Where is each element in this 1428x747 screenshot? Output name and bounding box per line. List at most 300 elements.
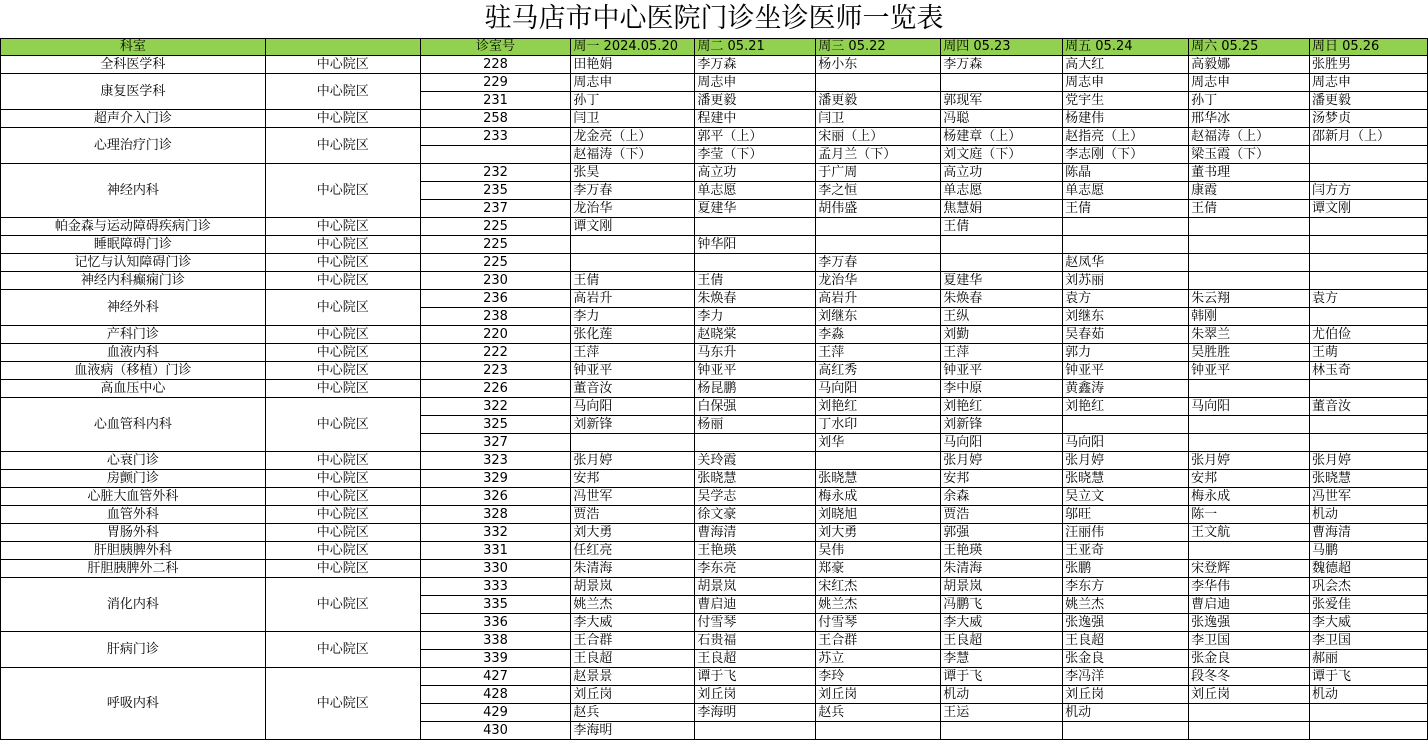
doctor-cell: 胡景岚 — [941, 578, 1063, 596]
doctor-cell: 任红亮 — [571, 542, 695, 560]
doctor-cell: 钟亚平 — [941, 362, 1063, 380]
doctor-cell: 付雪琴 — [816, 614, 941, 632]
doctor-cell: 李华伟 — [1189, 578, 1310, 596]
doctor-cell: 吴学志 — [695, 488, 816, 506]
doctor-cell: 冯聪 — [941, 110, 1063, 128]
doctor-cell: 冯世军 — [1309, 488, 1427, 506]
doctor-cell: 党宇生 — [1063, 92, 1189, 110]
doctor-cell: 李万森 — [941, 56, 1063, 74]
doctor-cell — [571, 236, 695, 254]
campus-cell: 中心院区 — [265, 668, 420, 740]
doctor-cell: 焦慧娟 — [941, 200, 1063, 218]
doctor-cell: 张逸强 — [1063, 614, 1189, 632]
doctor-cell: 刘勤 — [941, 326, 1063, 344]
doctor-cell — [816, 236, 941, 254]
campus-cell: 中心院区 — [265, 578, 420, 632]
doctor-cell: 钟亚平 — [571, 362, 695, 380]
doctor-cell: 魏德超 — [1309, 560, 1427, 578]
doctor-cell: 马向阳 — [1063, 434, 1189, 452]
department-cell: 产科门诊 — [1, 326, 266, 344]
room-number-cell: 335 — [420, 596, 571, 614]
campus-cell: 中心院区 — [265, 398, 420, 452]
table-row — [1, 290, 1428, 308]
table-row — [1, 128, 1428, 146]
doctor-cell: 王合群 — [571, 632, 695, 650]
header-day: 周一 2024.05.20 — [571, 39, 695, 56]
doctor-cell: 张金良 — [1189, 650, 1310, 668]
room-number-cell: 228 — [420, 56, 571, 74]
header-dept: 科室 — [1, 39, 266, 56]
campus-cell: 中心院区 — [265, 74, 420, 110]
doctor-cell: 赵兵 — [816, 704, 941, 722]
doctor-cell: 李力 — [571, 308, 695, 326]
room-number-cell: 327 — [420, 434, 571, 452]
room-number-cell: 333 — [420, 578, 571, 596]
room-number-cell: 223 — [420, 362, 571, 380]
doctor-cell: 于广周 — [816, 164, 941, 182]
department-cell: 全科医学科 — [1, 56, 266, 74]
campus-cell: 中心院区 — [265, 524, 420, 542]
doctor-cell: 李万森 — [695, 56, 816, 74]
doctor-cell — [1309, 416, 1427, 434]
doctor-cell: 袁方 — [1063, 290, 1189, 308]
doctor-cell: 马向阳 — [571, 398, 695, 416]
doctor-cell: 高岩升 — [571, 290, 695, 308]
doctor-cell: 机动 — [941, 686, 1063, 704]
doctor-cell: 杨建伟 — [1063, 110, 1189, 128]
doctor-cell — [1063, 218, 1189, 236]
doctor-cell — [1189, 254, 1310, 272]
room-number-cell: 329 — [420, 470, 571, 488]
doctor-cell: 刘艳红 — [941, 398, 1063, 416]
table-row — [1, 74, 1428, 92]
table-row — [1, 524, 1428, 542]
room-number-cell: 220 — [420, 326, 571, 344]
doctor-cell: 朱焕春 — [695, 290, 816, 308]
doctor-cell: 王纵 — [941, 308, 1063, 326]
doctor-cell: 张晓慧 — [816, 470, 941, 488]
doctor-cell: 刘文庭（下） — [941, 146, 1063, 164]
doctor-cell: 李海明 — [695, 704, 816, 722]
doctor-cell: 赵晓棠 — [695, 326, 816, 344]
doctor-cell: 吴胜胜 — [1189, 344, 1310, 362]
doctor-cell: 田艳娟 — [571, 56, 695, 74]
room-number-cell: 226 — [420, 380, 571, 398]
doctor-cell: 李大威 — [941, 614, 1063, 632]
campus-cell: 中心院区 — [265, 542, 420, 560]
doctor-cell: 王良超 — [941, 632, 1063, 650]
department-cell: 帕金森与运动障碍疾病门诊 — [1, 218, 266, 236]
doctor-cell: 张爱佳 — [1309, 596, 1427, 614]
doctor-cell: 程建中 — [695, 110, 816, 128]
table-row — [1, 110, 1428, 128]
doctor-cell: 汤梦贞 — [1309, 110, 1427, 128]
doctor-cell — [1189, 416, 1310, 434]
doctor-cell: 吴伟 — [816, 542, 941, 560]
doctor-cell: 郑豪 — [816, 560, 941, 578]
room-number-cell: 325 — [420, 416, 571, 434]
doctor-cell — [941, 74, 1063, 92]
doctor-cell: 安邦 — [941, 470, 1063, 488]
campus-cell: 中心院区 — [265, 236, 420, 254]
doctor-cell: 李海明 — [571, 722, 695, 740]
table-row — [1, 578, 1428, 596]
doctor-cell — [695, 218, 816, 236]
campus-cell: 中心院区 — [265, 164, 420, 218]
room-number-cell: 322 — [420, 398, 571, 416]
doctor-cell: 李大威 — [571, 614, 695, 632]
doctor-cell: 单志愿 — [695, 182, 816, 200]
doctor-cell: 赵指亮（上） — [1063, 128, 1189, 146]
doctor-cell: 高毅娜 — [1189, 56, 1310, 74]
department-cell: 肝病门诊 — [1, 632, 266, 668]
header-day: 周日 05.26 — [1309, 39, 1427, 56]
doctor-cell: 刘继东 — [1063, 308, 1189, 326]
doctor-cell — [695, 434, 816, 452]
doctor-cell: 姚兰杰 — [816, 596, 941, 614]
doctor-cell: 张晓慧 — [695, 470, 816, 488]
doctor-cell: 曹启迪 — [695, 596, 816, 614]
doctor-cell: 梁玉霞（下） — [1189, 146, 1310, 164]
doctor-cell — [816, 722, 941, 740]
doctor-cell — [1309, 218, 1427, 236]
doctor-cell: 李玲 — [816, 668, 941, 686]
doctor-cell: 张胜男 — [1309, 56, 1427, 74]
table-row — [1, 560, 1428, 578]
doctor-cell: 李力 — [695, 308, 816, 326]
doctor-cell — [941, 236, 1063, 254]
doctor-cell: 郭力 — [1063, 344, 1189, 362]
campus-cell: 中心院区 — [265, 632, 420, 668]
table-row — [1, 218, 1428, 236]
doctor-cell: 宋红杰 — [816, 578, 941, 596]
doctor-cell: 钟亚平 — [1189, 362, 1310, 380]
doctor-cell: 段冬冬 — [1189, 668, 1310, 686]
doctor-cell: 董书理 — [1189, 164, 1310, 182]
room-number-cell: 222 — [420, 344, 571, 362]
header-room: 诊室号 — [420, 39, 571, 56]
department-cell: 呼吸内科 — [1, 668, 266, 740]
doctor-cell: 赵福涛（上） — [1189, 128, 1310, 146]
doctor-cell: 刘新锋 — [571, 416, 695, 434]
doctor-cell: 宋登辉 — [1189, 560, 1310, 578]
doctor-cell — [1309, 146, 1427, 164]
doctor-cell: 李东亮 — [695, 560, 816, 578]
table-row — [1, 254, 1428, 272]
doctor-cell: 刘艳红 — [1063, 398, 1189, 416]
doctor-cell: 李之恒 — [816, 182, 941, 200]
table-row — [1, 326, 1428, 344]
doctor-cell: 刘大勇 — [571, 524, 695, 542]
doctor-cell: 周志申 — [1309, 74, 1427, 92]
doctor-cell: 高红秀 — [816, 362, 941, 380]
room-number-cell: 338 — [420, 632, 571, 650]
campus-cell: 中心院区 — [265, 218, 420, 236]
doctor-cell: 王萍 — [571, 344, 695, 362]
doctor-cell — [816, 218, 941, 236]
doctor-cell — [1309, 308, 1427, 326]
doctor-cell — [1189, 542, 1310, 560]
doctor-cell: 刘继东 — [816, 308, 941, 326]
doctor-cell: 邬旺 — [1063, 506, 1189, 524]
doctor-cell: 马向阳 — [816, 380, 941, 398]
doctor-cell: 王良超 — [1063, 632, 1189, 650]
doctor-cell: 周志申 — [695, 74, 816, 92]
doctor-cell: 张月婷 — [941, 452, 1063, 470]
doctor-cell — [1309, 236, 1427, 254]
room-number-cell: 430 — [420, 722, 571, 740]
room-number-cell: 428 — [420, 686, 571, 704]
room-number-cell: 336 — [420, 614, 571, 632]
table-row — [1, 632, 1428, 650]
doctor-cell: 谭文刚 — [1309, 200, 1427, 218]
doctor-cell: 吴立文 — [1063, 488, 1189, 506]
doctor-cell: 王艳瑛 — [695, 542, 816, 560]
doctor-cell: 杨昆鹏 — [695, 380, 816, 398]
doctor-cell: 赵兵 — [571, 704, 695, 722]
doctor-cell: 董音汝 — [571, 380, 695, 398]
doctor-cell: 高大红 — [1063, 56, 1189, 74]
table-row — [1, 470, 1428, 488]
doctor-cell — [695, 254, 816, 272]
doctor-cell — [1309, 164, 1427, 182]
doctor-cell: 朱清海 — [571, 560, 695, 578]
doctor-cell: 李淼 — [816, 326, 941, 344]
doctor-cell: 朱翠兰 — [1189, 326, 1310, 344]
room-number-cell: 237 — [420, 200, 571, 218]
doctor-cell: 董音汝 — [1309, 398, 1427, 416]
schedule-table — [0, 38, 1428, 740]
doctor-cell — [941, 254, 1063, 272]
doctor-cell: 吴春茹 — [1063, 326, 1189, 344]
room-number-cell: 229 — [420, 74, 571, 92]
doctor-cell — [941, 722, 1063, 740]
page-title: 驻马店市中心医院门诊坐诊医师一览表 — [484, 3, 944, 34]
doctor-cell: 高岩升 — [816, 290, 941, 308]
doctor-cell — [1309, 254, 1427, 272]
doctor-cell: 贾浩 — [941, 506, 1063, 524]
doctor-cell: 郝丽 — [1309, 650, 1427, 668]
doctor-cell: 尤伯俭 — [1309, 326, 1427, 344]
doctor-cell — [1063, 722, 1189, 740]
doctor-cell: 王合群 — [816, 632, 941, 650]
doctor-cell: 朱清海 — [941, 560, 1063, 578]
doctor-cell: 闫卫 — [571, 110, 695, 128]
doctor-cell — [1309, 434, 1427, 452]
doctor-cell: 曹启迪 — [1189, 596, 1310, 614]
doctor-cell: 曹海清 — [695, 524, 816, 542]
room-number-cell: 225 — [420, 218, 571, 236]
campus-cell: 中心院区 — [265, 344, 420, 362]
doctor-cell: 张月婷 — [1309, 452, 1427, 470]
doctor-cell: 梅永成 — [816, 488, 941, 506]
doctor-cell: 张晓慧 — [1063, 470, 1189, 488]
department-cell: 血液病（移植）门诊 — [1, 362, 266, 380]
table-row — [1, 272, 1428, 290]
doctor-cell: 刘大勇 — [816, 524, 941, 542]
room-number-cell — [420, 146, 571, 164]
doctor-cell: 夏建华 — [941, 272, 1063, 290]
doctor-cell — [1189, 704, 1310, 722]
doctor-cell — [1309, 704, 1427, 722]
doctor-cell — [695, 722, 816, 740]
doctor-cell: 王艳瑛 — [941, 542, 1063, 560]
header-day: 周四 05.23 — [941, 39, 1063, 56]
campus-cell: 中心院区 — [265, 272, 420, 290]
doctor-cell: 马向阳 — [941, 434, 1063, 452]
doctor-cell: 单志愿 — [941, 182, 1063, 200]
doctor-cell: 周志申 — [1063, 74, 1189, 92]
doctor-cell: 胡景岚 — [571, 578, 695, 596]
doctor-cell — [816, 452, 941, 470]
doctor-cell: 付雪琴 — [695, 614, 816, 632]
doctor-cell: 夏建华 — [695, 200, 816, 218]
doctor-cell: 李万春 — [571, 182, 695, 200]
doctor-cell: 钟华阳 — [695, 236, 816, 254]
room-number-cell: 235 — [420, 182, 571, 200]
doctor-cell: 徐文豪 — [695, 506, 816, 524]
doctor-cell: 机动 — [1309, 506, 1427, 524]
header-day: 周五 05.24 — [1063, 39, 1189, 56]
doctor-cell: 王良超 — [571, 650, 695, 668]
department-cell: 消化内科 — [1, 578, 266, 632]
doctor-cell: 王亚奇 — [1063, 542, 1189, 560]
doctor-cell: 李卫国 — [1309, 632, 1427, 650]
header-day: 周六 05.25 — [1189, 39, 1310, 56]
department-cell: 肝胆胰脾外科 — [1, 542, 266, 560]
doctor-cell: 陈晶 — [1063, 164, 1189, 182]
table-row — [1, 488, 1428, 506]
room-number-cell: 225 — [420, 254, 571, 272]
doctor-cell — [1063, 416, 1189, 434]
department-cell: 康复医学科 — [1, 74, 266, 110]
doctor-cell: 王倩 — [695, 272, 816, 290]
doctor-cell — [1309, 722, 1427, 740]
department-cell: 血管外科 — [1, 506, 266, 524]
doctor-cell: 李志刚（下） — [1063, 146, 1189, 164]
doctor-cell: 张昊 — [571, 164, 695, 182]
doctor-cell: 郭现军 — [941, 92, 1063, 110]
doctor-cell: 王倩 — [571, 272, 695, 290]
doctor-cell: 韩刚 — [1189, 308, 1310, 326]
doctor-cell: 潘更毅 — [1309, 92, 1427, 110]
doctor-cell: 机动 — [1063, 704, 1189, 722]
department-cell: 心血管科内科 — [1, 398, 266, 452]
campus-cell: 中心院区 — [265, 254, 420, 272]
doctor-cell: 张月婷 — [1189, 452, 1310, 470]
table-row — [1, 542, 1428, 560]
doctor-cell: 高立功 — [695, 164, 816, 182]
doctor-cell: 汪丽伟 — [1063, 524, 1189, 542]
doctor-cell: 姚兰杰 — [1063, 596, 1189, 614]
doctor-cell: 王萌 — [1309, 344, 1427, 362]
department-cell: 胃肠外科 — [1, 524, 266, 542]
doctor-cell: 马鹏 — [1309, 542, 1427, 560]
doctor-cell: 石贵福 — [695, 632, 816, 650]
doctor-cell: 安邦 — [571, 470, 695, 488]
doctor-cell: 李中原 — [941, 380, 1063, 398]
campus-cell: 中心院区 — [265, 110, 420, 128]
doctor-cell — [816, 74, 941, 92]
doctor-cell: 孟月兰（下） — [816, 146, 941, 164]
doctor-cell — [1309, 272, 1427, 290]
table-row — [1, 56, 1428, 74]
doctor-cell — [571, 254, 695, 272]
doctor-cell: 闫方方 — [1309, 182, 1427, 200]
doctor-cell: 黄鑫涛 — [1063, 380, 1189, 398]
doctor-cell: 孙丁 — [571, 92, 695, 110]
doctor-cell — [1063, 236, 1189, 254]
doctor-cell: 朱焕春 — [941, 290, 1063, 308]
doctor-cell: 胡景岚 — [695, 578, 816, 596]
doctor-cell: 刘晓旭 — [816, 506, 941, 524]
doctor-cell: 赵福涛（下） — [571, 146, 695, 164]
doctor-cell — [571, 434, 695, 452]
doctor-cell: 贾浩 — [571, 506, 695, 524]
doctor-cell: 机动 — [1309, 686, 1427, 704]
doctor-cell: 王倩 — [1063, 200, 1189, 218]
doctor-cell: 闫卫 — [816, 110, 941, 128]
doctor-cell: 邵新月（上） — [1309, 128, 1427, 146]
table-row — [1, 668, 1428, 686]
department-cell: 记忆与认知障碍门诊 — [1, 254, 266, 272]
room-number-cell: 233 — [420, 128, 571, 146]
doctor-cell: 宋丽（上） — [816, 128, 941, 146]
doctor-cell: 高立功 — [941, 164, 1063, 182]
doctor-cell: 王倩 — [941, 218, 1063, 236]
doctor-cell: 胡伟盛 — [816, 200, 941, 218]
doctor-cell: 杨小东 — [816, 56, 941, 74]
department-cell: 血液内科 — [1, 344, 266, 362]
doctor-cell: 张月婷 — [571, 452, 695, 470]
doctor-cell: 郭平（上） — [695, 128, 816, 146]
doctor-cell: 谭文刚 — [571, 218, 695, 236]
doctor-cell: 李慧 — [941, 650, 1063, 668]
doctor-cell: 谭于飞 — [1309, 668, 1427, 686]
department-cell: 肝胆胰脾外二科 — [1, 560, 266, 578]
department-cell: 心理治疗门诊 — [1, 128, 266, 164]
doctor-cell: 康霞 — [1189, 182, 1310, 200]
doctor-cell: 杨丽 — [695, 416, 816, 434]
doctor-cell — [1189, 272, 1310, 290]
department-cell: 神经内科 — [1, 164, 266, 218]
campus-cell: 中心院区 — [265, 128, 420, 164]
room-number-cell: 236 — [420, 290, 571, 308]
doctor-cell: 朱云翔 — [1189, 290, 1310, 308]
doctor-cell: 曹海清 — [1309, 524, 1427, 542]
room-number-cell: 326 — [420, 488, 571, 506]
campus-cell: 中心院区 — [265, 506, 420, 524]
room-number-cell: 225 — [420, 236, 571, 254]
doctor-cell: 张晓慧 — [1309, 470, 1427, 488]
room-number-cell: 339 — [420, 650, 571, 668]
doctor-cell: 钟亚平 — [695, 362, 816, 380]
doctor-cell: 马向阳 — [1189, 398, 1310, 416]
doctor-cell: 梅永成 — [1189, 488, 1310, 506]
doctor-cell: 姚兰杰 — [571, 596, 695, 614]
department-cell: 神经内科癫痫门诊 — [1, 272, 266, 290]
table-row — [1, 236, 1428, 254]
doctor-cell: 谭于飞 — [695, 668, 816, 686]
doctor-cell: 陈一 — [1189, 506, 1310, 524]
room-number-cell: 330 — [420, 560, 571, 578]
doctor-cell: 赵景景 — [571, 668, 695, 686]
doctor-cell: 刘艳红 — [816, 398, 941, 416]
campus-cell: 中心院区 — [265, 452, 420, 470]
doctor-cell — [1189, 218, 1310, 236]
doctor-cell: 丁水印 — [816, 416, 941, 434]
campus-cell: 中心院区 — [265, 488, 420, 506]
